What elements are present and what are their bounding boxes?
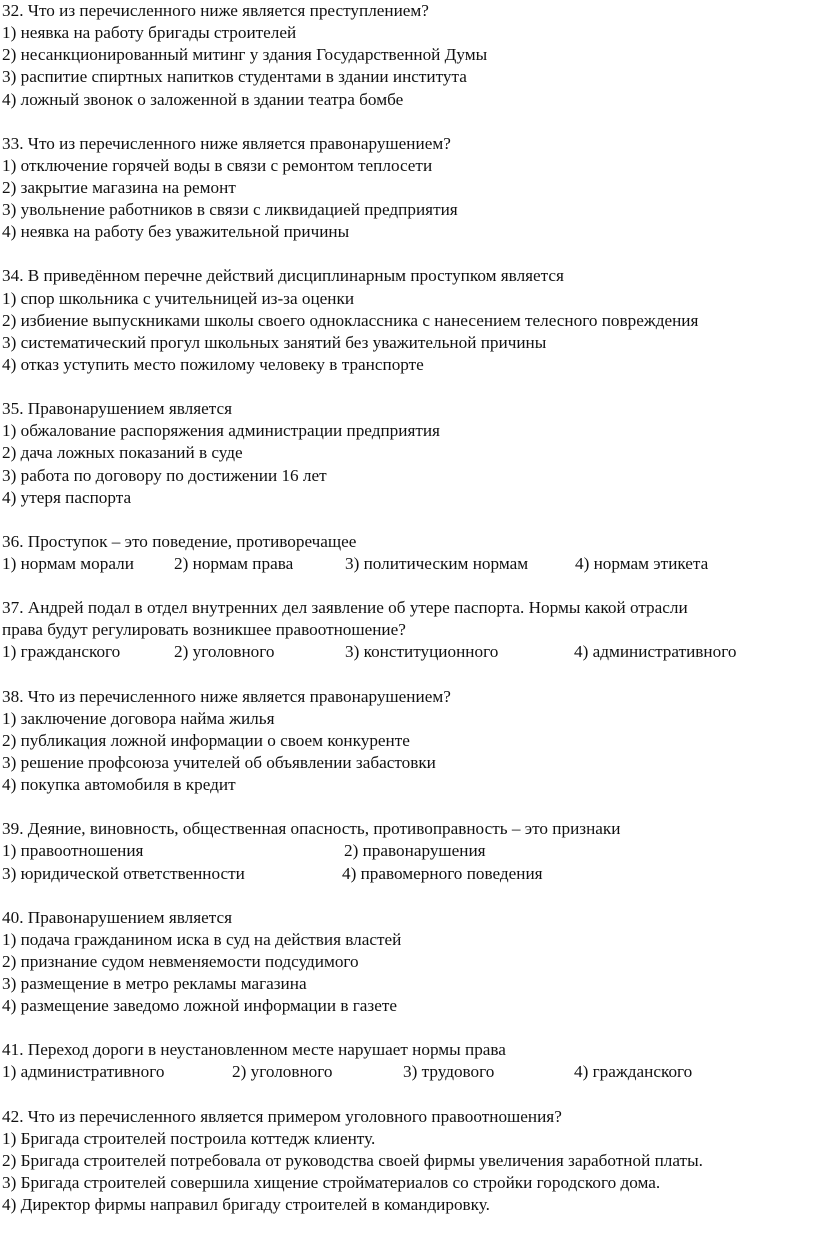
question-33	[2, 133, 814, 244]
answer-option: 4) покупка автомобиля в кредит	[2, 775, 236, 795]
question-text-continued: права будут регулировать возникшее правоотношение?	[2, 620, 406, 640]
test-document	[2, 0, 814, 1238]
answer-option: 1) Бригада строителей построила коттедж клиенту.	[2, 1128, 376, 1148]
question-39	[2, 818, 814, 884]
question-text: 35. Правонарушением является	[2, 399, 233, 419]
question-36	[2, 531, 814, 575]
answer-option: 2) уголовного	[232, 1062, 333, 1082]
answer-option: 2) уголовного	[174, 642, 275, 662]
answer-options-row	[2, 553, 814, 575]
question-text: 38. Что из перечисленного ниже является правонарушением?	[2, 686, 451, 706]
question-text: 34. В приведённом перечне действий дисциплинарным проступком является	[2, 266, 564, 286]
question-35	[2, 398, 814, 509]
question-text: 36. Проступок – это поведение, противоречащее	[2, 531, 357, 551]
answer-option: 1) нормам морали	[2, 553, 134, 573]
answer-option: 1) подача гражданином иска в суд на действия властей	[2, 929, 402, 949]
answer-option: 4) неявка на работу без уважительной причины	[2, 222, 350, 242]
answer-option: 2) закрытие магазина на ремонт	[2, 177, 236, 197]
question-40	[2, 907, 814, 1018]
answer-option: 2) избиение выпускниками школы своего одноклассника с нанесением телесного повреждения	[2, 310, 699, 330]
answer-options-row	[2, 641, 814, 663]
answer-option: 1) отключение горячей воды в связи с ремонтом теплосети	[2, 155, 433, 175]
answer-option: 2) признание судом невменяемости подсудимого	[2, 951, 359, 971]
answer-option: 1) спор школьника с учительницей из-за оценки	[2, 288, 355, 308]
answer-option: 3) решение профсоюза учителей об объявлении забастовки	[2, 752, 436, 772]
answer-option: 2) правонарушения	[344, 841, 486, 861]
answer-option: 1) неявка на работу бригады строителей	[2, 23, 297, 43]
answer-options-row	[2, 840, 814, 862]
answer-option: 1) правоотношения	[2, 841, 144, 861]
answer-option: 3) политическим нормам	[345, 553, 529, 573]
answer-option: 1) административного	[2, 1062, 165, 1082]
question-41	[2, 1039, 814, 1083]
answer-option: 3) Бригада строителей совершила хищение стройматериалов со стройки городского дома.	[2, 1173, 661, 1193]
question-text: 42. Что из перечисленного является примером уголовного правоотношения?	[2, 1106, 562, 1126]
question-38	[2, 686, 814, 797]
answer-option: 3) конституционного	[345, 642, 499, 662]
answer-option: 1) заключение договора найма жилья	[2, 708, 275, 728]
question-text: 37. Андрей подал в отдел внутренних дел заявление об утере паспорта. Нормы какой отрасли	[2, 598, 688, 618]
answer-option: 1) гражданского	[2, 642, 121, 662]
question-text: 33. Что из перечисленного ниже является правонарушением?	[2, 133, 451, 153]
question-32	[2, 0, 814, 111]
question-text: 32. Что из перечисленного ниже является преступлением?	[2, 1, 429, 20]
answer-option: 3) систематический прогул школьных занятий без уважительной причины	[2, 332, 547, 352]
answer-option: 4) Директор фирмы направил бригаду строителей в командировку.	[2, 1195, 490, 1215]
answer-option: 3) увольнение работников в связи с ликвидацией предприятия	[2, 200, 458, 220]
answer-option: 3) юридической ответственности	[2, 863, 245, 883]
answer-option: 4) размещение заведомо ложной информации в газете	[2, 996, 397, 1016]
answer-option: 4) административного	[574, 642, 737, 662]
answer-option: 3) трудового	[403, 1062, 495, 1082]
answer-option: 4) гражданского	[574, 1062, 693, 1082]
answer-option: 2) нормам права	[174, 553, 294, 573]
question-text: 40. Правонарушением является	[2, 907, 233, 927]
question-42	[2, 1106, 814, 1217]
answer-option: 1) обжалование распоряжения администрации предприятия	[2, 421, 440, 441]
answer-option: 4) утеря паспорта	[2, 487, 132, 507]
question-34	[2, 265, 814, 376]
question-text: 39. Деяние, виновность, общественная опасность, противоправность – это признаки	[2, 819, 621, 839]
answer-option: 4) ложный звонок о заложенной в здании театра бомбе	[2, 89, 404, 109]
answer-option: 4) нормам этикета	[575, 553, 709, 573]
question-text: 41. Переход дороги в неустановленном месте нарушает нормы права	[2, 1040, 506, 1060]
answer-options-row	[2, 1061, 814, 1083]
answer-options-row	[2, 863, 814, 885]
answer-option: 2) публикация ложной информации о своем конкуренте	[2, 730, 410, 750]
answer-option: 4) правомерного поведения	[342, 863, 543, 883]
answer-option: 3) работа по договору по достижении 16 лет	[2, 465, 327, 485]
answer-option: 4) отказ уступить место пожилому человеку в транспорте	[2, 354, 424, 374]
question-37	[2, 597, 814, 663]
answer-option: 3) размещение в метро рекламы магазина	[2, 974, 307, 994]
answer-option: 2) дача ложных показаний в суде	[2, 443, 243, 463]
answer-option: 3) распитие спиртных напитков студентами в здании института	[2, 67, 467, 87]
answer-option: 2) Бригада строителей потребовала от руководства своей фирмы увеличения заработной платы.	[2, 1150, 703, 1170]
answer-option: 2) несанкционированный митинг у здания Государственной Думы	[2, 45, 488, 65]
